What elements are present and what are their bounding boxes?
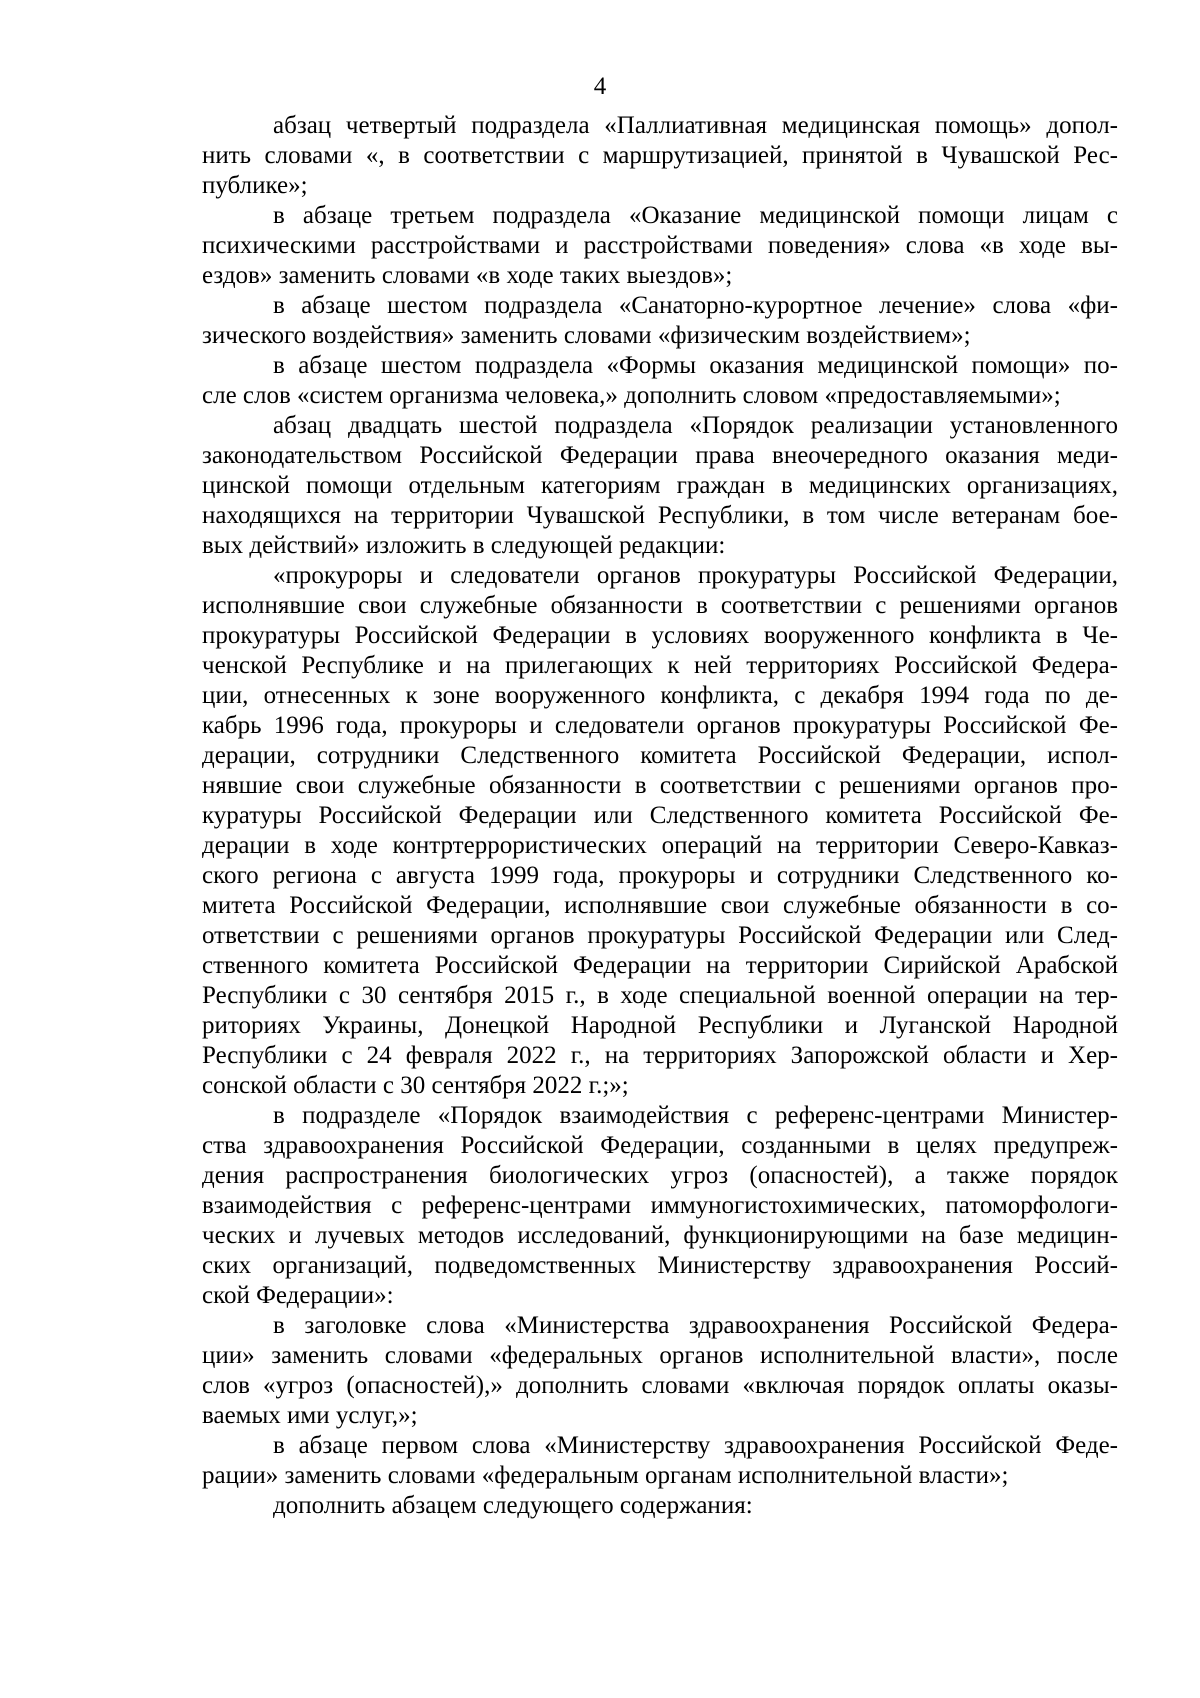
text-line: «прокуроры и следователи органов прокуратуры Российской Федерации,: [273, 562, 1118, 589]
text-line: публике»;: [202, 172, 308, 199]
paragraph: [202, 1491, 1118, 1521]
text-line: сле слов «систем организма человека,» дополнить словом «предоставляемыми»;: [202, 382, 1061, 409]
text-line: взаимодействия с референс-центрами иммуногистохимических, патоморфологи-: [202, 1192, 1118, 1219]
text-line: ческих и лучевых методов исследований, функционирующими на базе медицин-: [202, 1222, 1118, 1249]
text-line: ответствии с решениями органов прокуратуры Российской Федерации или След-: [202, 922, 1118, 949]
text-line: в абзаце третьем подраздела «Оказание медицинской помощи лицам с: [273, 202, 1118, 229]
text-line: ственного комитета Российской Федерации на территории Сирийской Арабской: [202, 952, 1118, 979]
text-line: в абзаце шестом подраздела «Формы оказания медицинской помощи» по-: [273, 352, 1118, 379]
text-line: в подразделе «Порядок взаимодействия с референс-центрами Министер-: [273, 1102, 1118, 1129]
text-line: ских организаций, подведомственных Министерству здравоохранения Россий-: [202, 1252, 1118, 1279]
text-line: ченской Республике и на прилегающих к ней территориях Российской Федера-: [202, 652, 1118, 679]
text-line: куратуры Российской Федерации или Следственного комитета Российской Фе-: [202, 802, 1118, 829]
text-line: ской Федерации»:: [202, 1282, 394, 1309]
text-line: ваемых ими услуг,»;: [202, 1402, 418, 1429]
text-line: Республики с 24 февраля 2022 г., на территориях Запорожской области и Хер-: [202, 1042, 1118, 1069]
text-line: митета Российской Федерации, исполнявшие свои служебные обязанности в со-: [202, 892, 1118, 919]
text-line: ства здравоохранения Российской Федерации, созданными в целях предупреж-: [202, 1132, 1118, 1159]
paragraph: [202, 411, 1118, 561]
text-line: дополнить абзацем следующего содержания:: [273, 1492, 753, 1519]
text-line: Республики с 30 сентября 2015 г., в ходе специальной военной операции на тер-: [202, 982, 1118, 1009]
text-line: психическими расстройствами и расстройствами поведения» слова «в ходе вы-: [202, 232, 1118, 259]
text-line: прокуратуры Российской Федерации в условиях вооруженного конфликта в Че-: [202, 622, 1118, 649]
text-line: ского региона с августа 1999 года, прокуроры и сотрудники Следственного ко-: [202, 862, 1118, 889]
text-line: цинской помощи отдельным категориям граждан в медицинских организациях,: [202, 472, 1118, 499]
paragraph: [202, 291, 1118, 351]
paragraph: [202, 1311, 1118, 1431]
text-line: абзац четвертый подраздела «Паллиативная медицинская помощь» допол-: [273, 112, 1118, 139]
text-line: исполнявшие свои служебные обязанности в соответствии с решениями органов: [202, 592, 1118, 619]
text-line: вых действий» изложить в следующей редакции:: [202, 532, 726, 559]
paragraph: [202, 351, 1118, 411]
text-line: ции, отнесенных к зоне вооруженного конфликта, с декабря 1994 года по де-: [202, 682, 1118, 709]
text-line: нить словами «, в соответствии с маршрутизацией, принятой в Чувашской Рес-: [202, 142, 1118, 169]
paragraph: [202, 1101, 1118, 1311]
text-line: ездов» заменить словами «в ходе таких выездов»;: [202, 262, 733, 289]
text-line: слов «угроз (опасностей),» дополнить словами «включая порядок оплаты оказы-: [202, 1372, 1118, 1399]
page-number: 4: [593, 73, 607, 100]
text-line: нявшие свои служебные обязанности в соответствии с решениями органов про-: [202, 772, 1118, 799]
text-line: кабрь 1996 года, прокуроры и следователи органов прокуратуры Российской Фе-: [202, 712, 1118, 739]
text-line: риториях Украины, Донецкой Народной Республики и Луганской Народной: [202, 1012, 1118, 1039]
text-line: зического воздействия» заменить словами «физическим воздействием»;: [202, 322, 971, 349]
text-line: ции» заменить словами «федеральных органов исполнительной власти», после: [202, 1342, 1118, 1369]
paragraph: [202, 561, 1118, 1101]
text-line: находящихся на территории Чувашской Республики, в том числе ветеранам бое-: [202, 502, 1118, 529]
text-line: законодательством Российской Федерации права внеочередного оказания меди-: [202, 442, 1118, 469]
text-line: дерации, сотрудники Следственного комитета Российской Федерации, испол-: [202, 742, 1118, 769]
text-line: в абзаце шестом подраздела «Санаторно-курортное лечение» слова «фи-: [273, 292, 1118, 319]
text-line: в абзаце первом слова «Министерству здравоохранения Российской Феде-: [273, 1432, 1118, 1459]
paragraph: [202, 1431, 1118, 1491]
text-line: в заголовке слова «Министерства здравоохранения Российской Федера-: [273, 1312, 1118, 1339]
text-line: дения распространения биологических угроз (опасностей), а также порядок: [202, 1162, 1118, 1189]
paragraph: [202, 111, 1118, 201]
text-line: абзац двадцать шестой подраздела «Порядок реализации установленного: [273, 412, 1118, 439]
document-body: [202, 111, 1118, 1521]
text-line: рации» заменить словами «федеральным органам исполнительной власти»;: [202, 1462, 1009, 1489]
text-line: сонской области с 30 сентября 2022 г.;»;: [202, 1072, 629, 1099]
paragraph: [202, 201, 1118, 291]
text-line: дерации в ходе контртеррористических операций на территории Северо-Кавказ-: [202, 832, 1118, 859]
